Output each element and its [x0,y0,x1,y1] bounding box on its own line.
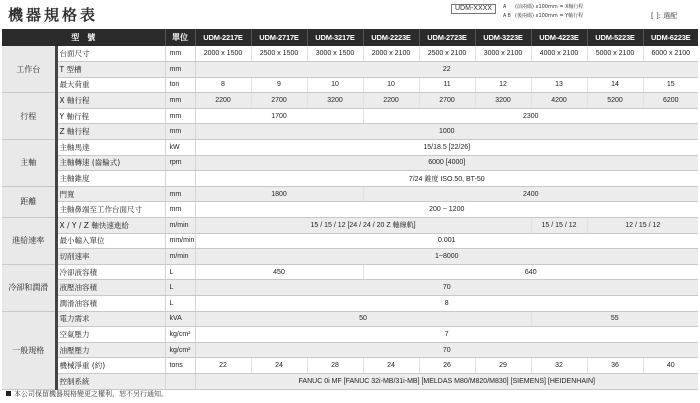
header-model-label: 型 號 [2,29,165,46]
legend-line-y: (後兩碼) x100mm = Y軸行程 [515,13,584,19]
spec-value: 2300 [363,108,698,124]
table-row [2,264,698,280]
spec-value: 13 [531,77,587,93]
spec-value: 7/24 錐度 ISO.50, BT-50 [195,171,698,187]
spec-item: 冷卻液容積 [56,264,165,280]
spec-value: 36 [587,358,643,374]
spec-value: 29 [475,358,531,374]
spec-unit: mm [165,108,195,124]
table-row [2,233,698,249]
spec-unit: mm [165,124,195,140]
spec-unit: L [165,264,195,280]
spec-value: 24 [251,358,307,374]
spec-unit: kg/cm² [165,342,195,358]
table-row [2,140,698,156]
spec-value: 28 [307,358,363,374]
table-row [2,171,698,187]
model-code-legend [451,3,637,23]
table-row [2,280,698,296]
group-label-cooling: 冷卻和潤滑 [2,264,56,311]
group-label-spindle: 主軸 [2,140,56,187]
table-row [2,218,698,234]
spec-value: 2700 [419,93,475,109]
spec-value: 3000 x 2100 [475,46,531,62]
spec-value: 26 [419,358,475,374]
spec-unit: m/min [165,249,195,265]
spec-value: 1800 [195,186,363,202]
model-header: UDM-2717E [251,29,307,46]
spec-value: 32 [531,358,587,374]
spec-value: 5000 x 2100 [587,46,643,62]
spec-unit: mm [165,46,195,62]
spec-value: 12 / 15 / 12 [587,218,698,234]
spec-item: 空氣壓力 [56,327,165,343]
spec-value: 2000 x 1500 [195,46,251,62]
model-header: UDM-5223E [587,29,643,46]
spec-value: 70 [195,280,698,296]
spec-value: 10 [307,77,363,93]
spec-item: 電力需求 [56,311,165,327]
spec-value: 55 [531,311,698,327]
spec-table [2,29,698,390]
spec-value: 40 [643,358,698,374]
spec-item: 切削速率 [56,249,165,265]
group-label-general: 一般規格 [2,311,56,389]
table-row [2,296,698,312]
spec-value: 15 / 15 / 12 [24 / 24 / 20 Z 軸線軌] [195,218,531,234]
spec-unit: rpm [165,155,195,171]
spec-value: 2000 x 2100 [363,46,419,62]
header-unit-label: 單位 [165,29,195,46]
spec-value: 14 [587,77,643,93]
spec-value: 8 [195,296,698,312]
spec-item: 最大荷重 [56,77,165,93]
spec-item: 主軸馬達 [56,140,165,156]
spec-item: T 型槽 [56,62,165,78]
model-header: UDM-2217E [195,29,251,46]
footnote-text: 本公司保留機器規格變更之權利，恕不另行通知。 [14,390,168,398]
table-row [2,358,698,374]
spec-unit: mm [165,62,195,78]
model-header: UDM-3217E [307,29,363,46]
spec-value: FANUC 0i MF [FANUC 32i-MB/31i-MB] [MELDAS M80/M820/M830] [SIEMENS] [HEIDENHAIN] [195,373,698,389]
model-header: UDM-3223E [475,29,531,46]
spec-item: 台面尺寸 [56,46,165,62]
spec-item: 最小輸入單位 [56,233,165,249]
spec-value: 9 [251,77,307,93]
legend-a-marker: A [503,4,507,10]
spec-value: 11 [419,77,475,93]
table-row [2,373,698,389]
spec-item: 油壓壓力 [56,342,165,358]
spec-item: 主軸鼻端至工作台面尺寸 [56,202,165,218]
model-header: UDM-6223E [643,29,698,46]
spec-value: 4000 x 2100 [531,46,587,62]
spec-unit [165,373,195,389]
group-label-feed: 進給速率 [2,218,56,265]
spec-value: 3200 [475,93,531,109]
table-row [2,62,698,78]
model-header: UDM-2223E [363,29,419,46]
spec-value: 2700 [251,93,307,109]
table-row [2,155,698,171]
table-row [2,108,698,124]
spec-value: 24 [363,358,419,374]
spec-unit: mm [165,186,195,202]
spec-item: Y 軸行程 [56,108,165,124]
spec-value: 3200 [307,93,363,109]
spec-item: X 軸行程 [56,93,165,109]
spec-unit: kg/cm² [165,327,195,343]
spec-item: 主軸轉速 (齒輪式) [56,155,165,171]
spec-unit: mm [165,202,195,218]
spec-item: X / Y / Z 軸快速進給 [56,218,165,234]
legend-model-code: UDM-XXXX [451,4,496,14]
spec-value: 12 [475,77,531,93]
spec-value: 6000 x 2100 [643,46,698,62]
table-row [2,202,698,218]
spec-value: 7 [195,327,698,343]
spec-value: 450 [195,264,363,280]
spec-item: 液壓油容積 [56,280,165,296]
spec-value: 15 [643,77,698,93]
spec-unit: kW [165,140,195,156]
group-label-distance: 距離 [2,186,56,217]
legend-line-x: (前兩碼) x100mm = X軸行程 [515,4,584,10]
spec-value: 0.001 [195,233,698,249]
spec-unit: mm/min [165,233,195,249]
spec-unit: m/min [165,218,195,234]
spec-value: 640 [363,264,698,280]
spec-item: 門寬 [56,186,165,202]
table-row [2,342,698,358]
spec-item: 主軸錐度 [56,171,165,187]
spec-unit: kVA [165,311,195,327]
spec-value: 2500 x 1500 [251,46,307,62]
spec-unit: L [165,280,195,296]
table-row [2,249,698,265]
spec-value: 10 [363,77,419,93]
bullet-square-icon [6,391,11,396]
spec-item: 機械淨重 (約) [56,358,165,374]
table-row [2,124,698,140]
spec-value: 15/18.5 [22/26] [195,140,698,156]
spec-item: 控制系統 [56,373,165,389]
table-row [2,186,698,202]
page-title: 機器規格表 [8,6,99,24]
spec-value: 4200 [531,93,587,109]
table-row [2,93,698,109]
option-note: [ ]: 選配 [651,12,678,20]
spec-value: 5200 [587,93,643,109]
footnote [6,389,168,399]
header-row [2,29,698,46]
model-header: UDM-2723E [419,29,475,46]
legend-ab-marker: A B [503,13,511,19]
spec-item: Z 軸行程 [56,124,165,140]
group-label-travel: 行程 [2,93,56,140]
spec-value: 1700 [195,108,363,124]
spec-value: 50 [195,311,531,327]
spec-value: 6200 [643,93,698,109]
table-row [2,327,698,343]
table-row [2,46,698,62]
spec-value: 2500 x 2100 [419,46,475,62]
model-header: UDM-4223E [531,29,587,46]
spec-value: 15 / 15 / 12 [531,218,587,234]
table-row [2,311,698,327]
table-row [2,77,698,93]
spec-unit: L [165,296,195,312]
spec-value: 2200 [363,93,419,109]
spec-unit [165,171,195,187]
spec-item: 潤滑油容積 [56,296,165,312]
spec-value: 3000 x 1500 [307,46,363,62]
spec-value: 70 [195,342,698,358]
spec-unit: ton [165,77,195,93]
spec-value: 22 [195,62,698,78]
group-label-table: 工作台 [2,46,56,93]
spec-value: 200 ~ 1200 [195,202,698,218]
spec-value: 22 [195,358,251,374]
spec-value: 1~8000 [195,249,698,265]
spec-value: 1000 [195,124,698,140]
spec-unit: tons [165,358,195,374]
spec-value: 6000 [4000] [195,155,698,171]
spec-unit: mm [165,93,195,109]
spec-value: 8 [195,77,251,93]
spec-value: 2400 [363,186,698,202]
spec-value: 2200 [195,93,251,109]
